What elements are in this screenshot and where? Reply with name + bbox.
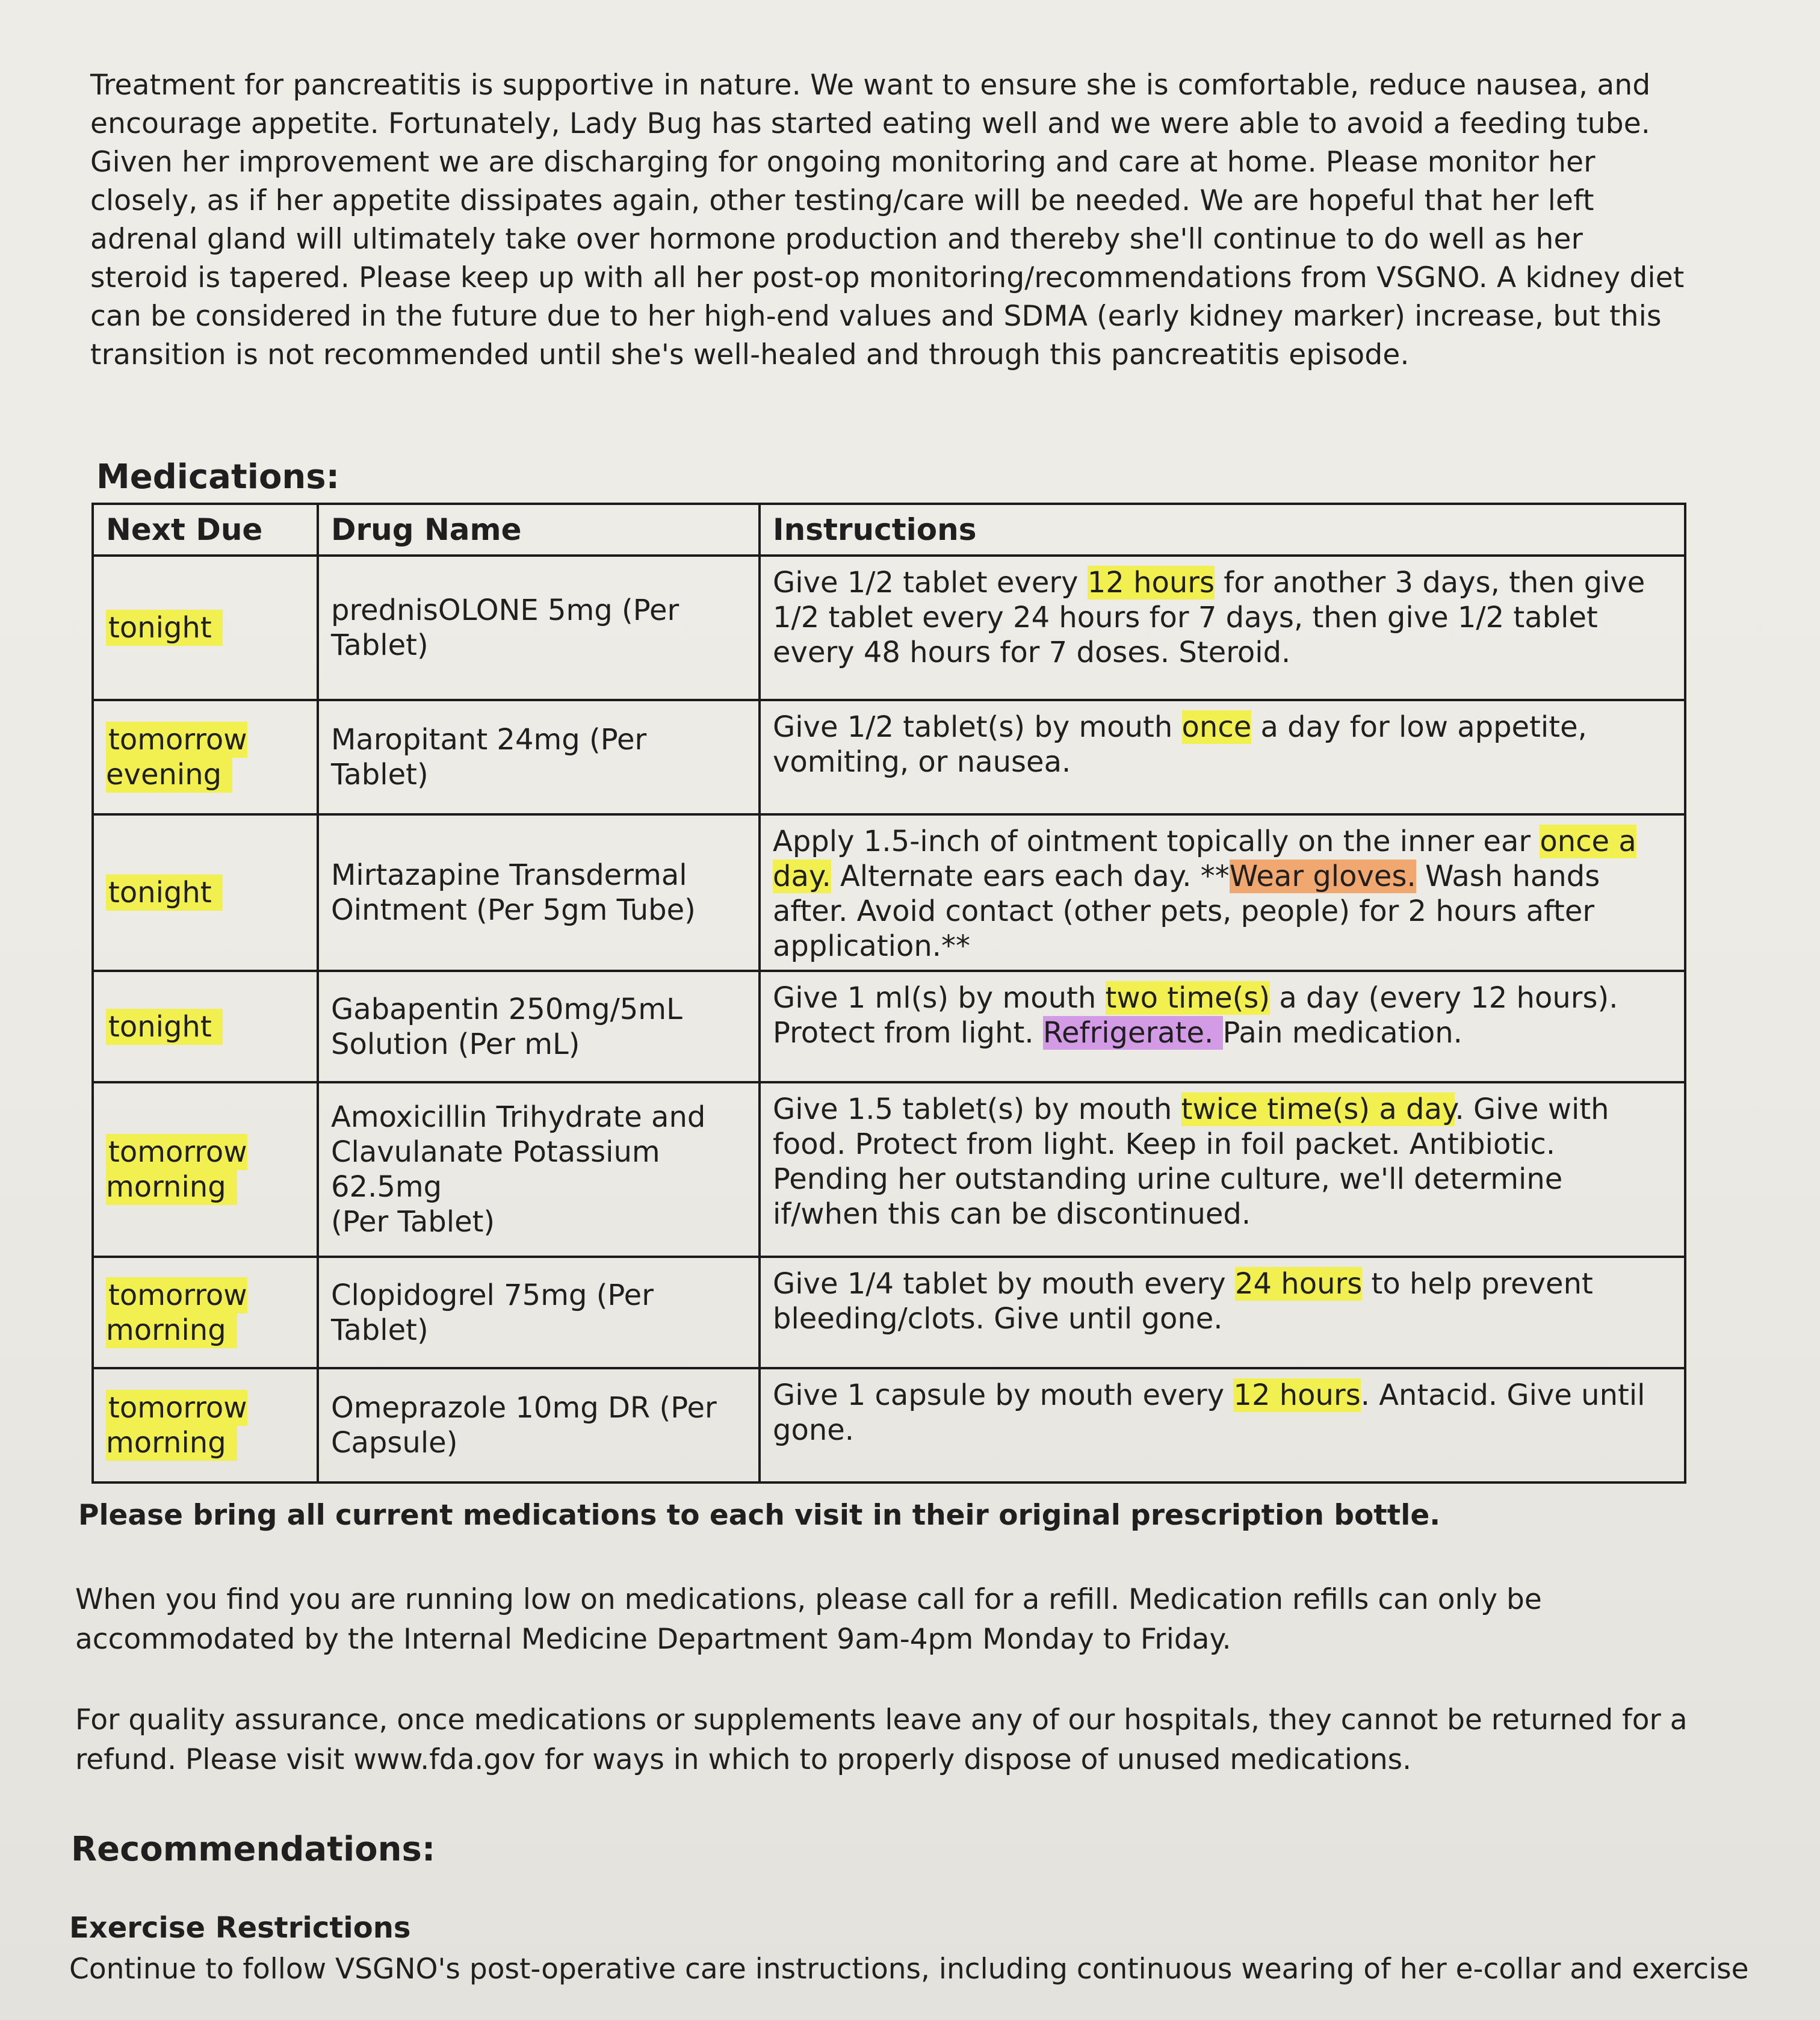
exercise-restrictions-text: Continue to follow VSGNO's post-operative care instructions, including continuous wearing of her e-collar and exercise xyxy=(69,1953,1749,1986)
refill-paragraph: When you find you are running low on medications, please call for a refill. Medication refills can only be accommodated by the Internal Medicine Department 9am-4pm Monday to Friday. xyxy=(75,1583,1542,1656)
instructions-cell: Give 1/4 tablet by mouth every 24 hours to help prevent bleeding/clots. Give until gone. xyxy=(760,1257,1685,1368)
drug-name-cell: Omeprazole 10mg DR (Per Capsule) xyxy=(318,1368,760,1482)
next-due-cell xyxy=(93,1257,318,1368)
instructions-cell: Give 1 ml(s) by mouth two time(s) a day (every 12 hours). Protect from light. Refrigerate. Pain medication. xyxy=(760,971,1685,1082)
header-next-due: Next Due xyxy=(93,504,318,556)
instructions-cell: Give 1.5 tablet(s) by mouth twice time(s) a day. Give with food. Protect from light. Keep in foil packet. Antibiotic. Pending her outstanding urine culture, we'll determine if/when this can be discontinued. xyxy=(760,1082,1685,1257)
header-drug-name: Drug Name xyxy=(318,504,760,556)
bring-medications-note: Please bring all current medications to each visit in their original prescription bottle. xyxy=(78,1499,1441,1532)
next-due-cell xyxy=(93,971,318,1082)
exercise-restrictions-title: Exercise Restrictions xyxy=(69,1911,411,1945)
next-due-value: tomorrow evening xyxy=(106,723,247,792)
medications-title: Medications: xyxy=(96,457,340,497)
next-due-cell xyxy=(93,556,318,700)
drug-name-cell: Maropitant 24mg (Per Tablet) xyxy=(318,700,760,814)
table-row xyxy=(93,1257,1685,1368)
drug-name-cell: Amoxicillin Trihydrate and Clavulanate Potassium 62.5mg (Per Tablet) xyxy=(318,1082,760,1257)
highlighted-storage: Refrigerate. xyxy=(1042,1016,1223,1050)
highlighted-frequency: 12 hours xyxy=(1233,1378,1361,1412)
next-due-value: tomorrow morning xyxy=(106,1391,247,1460)
drug-name-cell: Mirtazapine Transdermal Ointment (Per 5gm Tube) xyxy=(318,814,760,971)
instructions-cell: Give 1/2 tablet(s) by mouth once a day for low appetite, vomiting, or nausea. xyxy=(760,700,1685,814)
drug-name-cell: prednisOLONE 5mg (Per Tablet) xyxy=(318,556,760,700)
instructions-cell: Apply 1.5-inch of ointment topically on the inner ear once a day. Alternate ears each day. **Wear gloves. Wash hands after. Avoid contact (other pets, people) for 2 hours after application.** xyxy=(760,814,1685,971)
intro-paragraph: Treatment for pancreatitis is supportive in nature. We want to ensure she is comfortable, reduce nausea, and encourage appetite. Fortunately, Lady Bug has started eating well and we were able to avoid a feeding tube. Given her improvement we are discharging for ongoing monitoring and care at home. Please monitor her closely, as if her appetite dissipates again, other testing/care will be needed. We are hopeful that her left adrenal gland will ultimately take over hormone production and thereby she'll continue to do well as her steroid is tapered. Please keep up with all her post-op monitoring/recommendations from VSGNO. A kidney diet can be considered in the future due to her high-end values and SDMA (early kidney marker) increase, but this transition is not recommended until she's well-healed and through this pancreatitis episode. xyxy=(90,69,1685,371)
next-due-cell xyxy=(93,700,318,814)
next-due-value: tomorrow morning xyxy=(106,1135,247,1204)
highlighted-frequency: once xyxy=(1181,710,1252,744)
highlighted-frequency: 12 hours xyxy=(1087,566,1215,599)
highlighted-warning: Wear gloves. xyxy=(1229,860,1416,893)
highlighted-frequency: once a day. xyxy=(773,825,1636,893)
table-row xyxy=(93,971,1685,1082)
drug-name-cell: Clopidogrel 75mg (Per Tablet) xyxy=(318,1257,760,1368)
highlighted-frequency: 24 hours xyxy=(1234,1267,1363,1301)
table-header-row xyxy=(93,504,1685,556)
next-due-value: tonight xyxy=(106,1009,223,1045)
next-due-value: tonight xyxy=(106,875,223,911)
next-due-cell xyxy=(93,1368,318,1482)
table-row xyxy=(93,1082,1685,1257)
next-due-value: tomorrow morning xyxy=(106,1278,247,1347)
table-row xyxy=(93,1368,1685,1482)
instructions-cell: Give 1/2 tablet every 12 hours for another 3 days, then give 1/2 tablet every 24 hours for 7 days, then give 1/2 tablet every 48 hours for 7 doses. Steroid. xyxy=(760,556,1685,700)
highlighted-frequency: twice time(s) a day xyxy=(1181,1092,1455,1126)
next-due-value: tonight xyxy=(106,610,223,646)
drug-name-cell: Gabapentin 250mg/5mL Solution (Per mL) xyxy=(318,971,760,1082)
table-row xyxy=(93,814,1685,971)
medications-table xyxy=(91,503,1686,1484)
next-due-cell xyxy=(93,814,318,971)
highlighted-frequency: two time(s) xyxy=(1105,981,1271,1015)
table-row xyxy=(93,700,1685,814)
instructions-cell: Give 1 capsule by mouth every 12 hours. Antacid. Give until gone. xyxy=(760,1368,1685,1482)
next-due-cell xyxy=(93,1082,318,1257)
quality-assurance-paragraph: For quality assurance, once medications or supplements leave any of our hospitals, they cannot be returned for a refund. Please visit www.fda.gov for ways in which to properly dispose of unused medications. xyxy=(75,1703,1688,1776)
recommendations-title: Recommendations: xyxy=(71,1830,436,1869)
header-instructions: Instructions xyxy=(760,504,1685,556)
table-row xyxy=(93,556,1685,700)
